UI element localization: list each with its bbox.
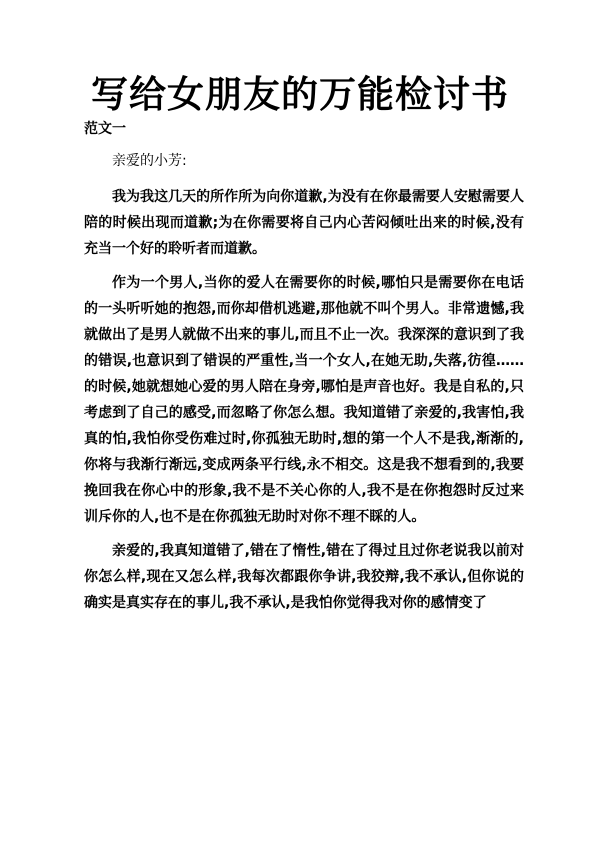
letter-body	[84, 148, 524, 624]
paragraph-2: 作为一个男人,当你的爱人在需要你的时候,哪怕只是需要你在电话的一头听听她的抱怨,而你却借机逃避,那他就不叫个男人。非常遗憾,我就做出了是男人就做不出来的事儿,而且不止一次。我深深的意识到了我的错误,也意识到了错误的严重性,当一个女人,在她无助,失落,彷徨……的时候,她就想她心爱的男人陪在身旁,哪怕是声音也好。我是自私的,只考虑到了自己的感受,而忽略了你怎么想。我知道错了亲爱的,我害怕,我真的怕,我怕你受伤难过时,你孤独无助时,想的第一个人不是我,渐渐的,你将与我渐行渐远,变成两条平行线,永不相交。这是我不想看到的,我要挽回我在你心中的形象,我不是不关心你的人,我不是在你抱怨时反过来训斥你的人,也不是在你孤独无助时对你不理不睬的人。	[84, 275, 524, 525]
paragraph-3: 亲爱的,我真知道错了,错在了惰性,错在了得过且过你老说我以前对你怎么样,现在又怎么样,我每次都跟你争讲,我狡辩,我不承认,但你说的确实是真实存在的事儿,我不承认,是我怕你觉得我对你的感情变了	[84, 543, 524, 611]
document-subtitle: 范文一	[84, 121, 126, 137]
salutation: 亲爱的小芳:	[112, 153, 187, 169]
paragraph-1: 我为我这几天的所作所为向你道歉,为没有在你最需要人安慰需要人陪的时候出现而道歉;为在你需要将自己内心苦闷倾吐出来的时候,没有充当一个好的聆听者而道歉。	[84, 189, 524, 257]
document-title: 写给女朋友的万能检讨书	[91, 73, 509, 116]
